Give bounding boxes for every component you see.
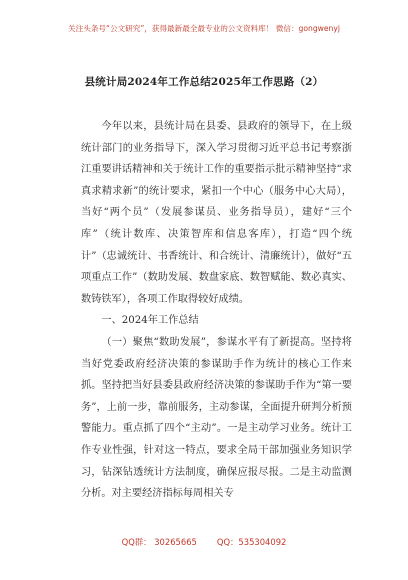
header-banner: 关注头条号“公文研究”，获得最新最全最专业的公文资料库！ 微信：gongwenyj (68, 24, 340, 33)
footer-contact (0, 536, 408, 548)
paragraph-section-1: （一）聚焦“数助发展”，参谋水平有了新提高。坚持将当好党委政府经济决策的参谋助手作为统计的核心工作来抓。坚持把当好县委县政府经济决策的参谋助手作为“第一要务”，上前一步，靠前服务，主动参谋，全面提升研判分析预警能力。重点抓了四个“主动”。一是主动学习业务。统计工作专业性强，针对这一特点，要求全局干部加强业务知识学习，钻深钻透统计方法制度，确保应报尽报。二是主动监测分析。对主要经济指标每周相关专 (81, 336, 352, 500)
footer-qq-group: QQ群： 30265665 (121, 537, 197, 547)
document-body (81, 116, 352, 505)
document-title: 县统计局2024年工作总结2025年工作思路（2） (84, 76, 324, 88)
section-heading: 一、2024年工作总结 (101, 315, 199, 327)
paragraph-intro: 今年以来，县统计局在县委、县政府的领导下，在上级统计部门的业务指导下，深入学习贯彻习近平总书记考察浙江重要讲话精神和关于统计工作的重要指示批示精神坚持“求真求精求新”的统计要求，紧扣一个中心（服务中心大局），当好“两个员”（发展参谋员、业务指导员），建好“三个库”（统计数库、决策智库和信息客库），打造“四个统计”（忠诚统计、书香统计、和合统计、清廉统计），做好“五项重点工作”（数助发展、数盘家底、数智赋能、数必真实、数铸铁军），各项工作取得较好成绩。 (81, 121, 352, 305)
footer-qq: QQ：535304092 (216, 537, 287, 547)
